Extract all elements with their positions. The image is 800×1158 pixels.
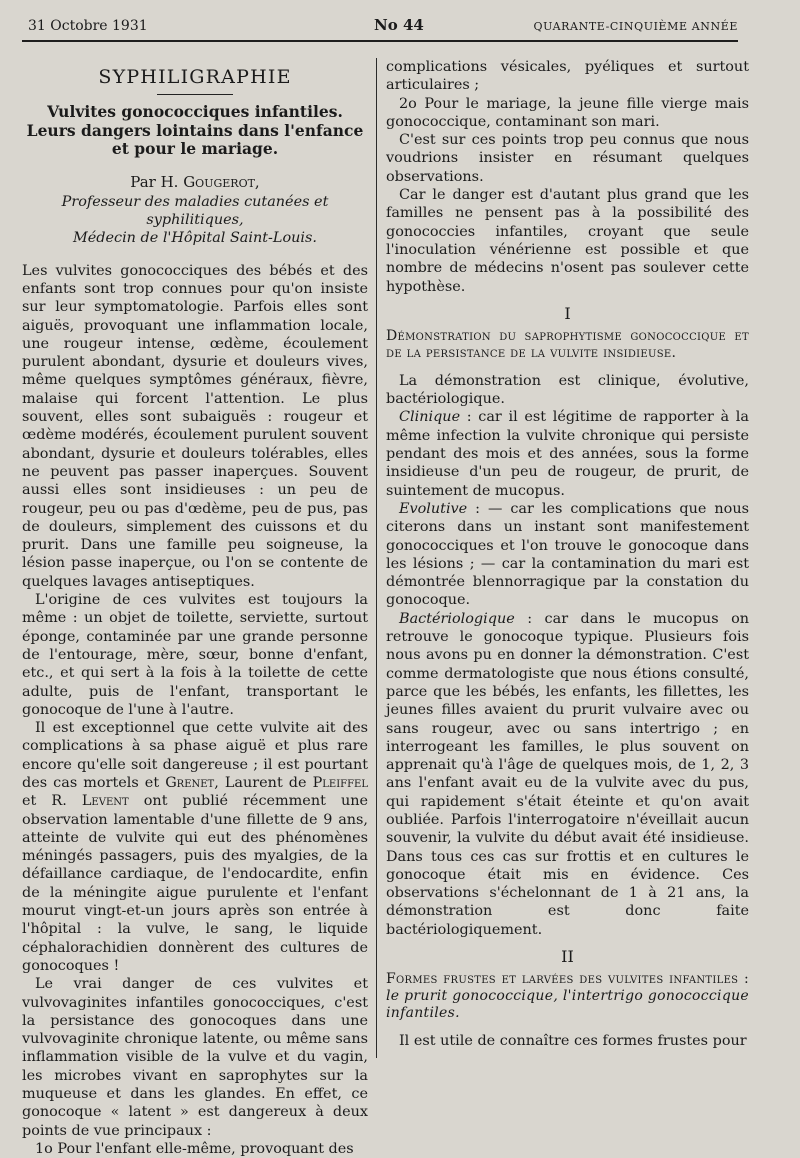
issue-number: No 44 [374, 16, 424, 34]
byline [22, 173, 368, 191]
byline-prefix: Par H. [130, 172, 184, 191]
section-heading: Démonstration du saprophytisme gonococcique et de la persistance de la vulvite insidieuse. [386, 327, 749, 361]
paragraph: Le vrai danger de ces vulvites et vulvovaginites infantiles gonococciques, c'est la persistance des gonocoques dans une vulvovaginite chronique latente, ou même sans inflammation visible de la vulve et du vagin, les microbes vivant en saprophytes sur la muqueuse et dans les glandes. En effet, ce gonocoque « latent » est dangereux à deux points de vue principaux : [22, 976, 368, 1139]
affiliation-line: Professeur des maladies cutanées et syphilitiques, [61, 193, 329, 229]
column-divider [376, 58, 377, 1058]
paragraph: Il est utile de connaître ces formes frustes pour [399, 1033, 747, 1050]
author-reference: Pleiffel [312, 775, 368, 791]
text-run: : car dans le mucopus on retrouve le gonocoque typique. Plusieurs fois nous avons pu en donner la démonstration. C'est comme dermatologiste que nous étions consulté, parce que les bébés, les enfants, les fillettes, les jeunes filles avaient du prurit vulvaire avec ou sans rougeur, avec ou sans intertrigo ; en interrogeant les familles, le plus souvent on apprenait qu'à l'âge de quelques mois, de 1, 2, 3 ans l'enfant avait eu de la vulvite avec du pus, qui rapidement s'était éteinte et qu'on avait oubliée. Parfois l'interrogatoire n'éveillait aucun souvenir, la vulvite du début avait été insidieuse. Dans tous ces cas sur frottis et en cultures le gonocoque était mis en évidence. Ces observations s'échelonnant de 1 à 21 ans, la démonstration est donc faite bactériologiquement. [386, 610, 749, 938]
paragraph: C'est sur ces points trop peu connus que nous voudrions insister en résumant quelques observations. [386, 132, 749, 185]
text-run: : — car les complications que nous citerons dans un instant sont manifestement gonococciques et l'on trouve le gonocoque dans les lésions ; — car la contamination du mari est démontrée blennorragique par la constation du gonocoque. [386, 500, 749, 609]
paragraph [386, 610, 749, 939]
paragraph: 1o Pour l'enfant elle-même, provoquant des [35, 1140, 354, 1157]
text-run: , Laurent de [214, 775, 313, 791]
paragraph: Car le danger est d'autant plus grand que les familles ne pensent pas à la possibilité des gonococcies infantiles, croyant que seule l'inoculation vénérienne est possible et que nombre de médecins n'osent pas soulever cette hypothèse. [386, 187, 749, 295]
section-heading-italic: le prurit gonococcique, l'intertrigo gonococcique infantiles. [386, 988, 749, 1022]
article-title [22, 103, 368, 159]
paragraph: L'origine de ces vulvites est toujours la même : un objet de toilette, serviette, surtout éponge, contaminée par une grande personne de l'entourage, mère, sœur, bonne d'enfant, etc., et qui sert à la fois à la toilette de cette adulte, puis de l'enfant, transportant le gonocoque de l'une à l'autre. [22, 592, 368, 718]
left-column [22, 58, 368, 1158]
paragraph-label: Clinique [399, 409, 461, 426]
right-column [386, 58, 749, 1050]
paragraph: La démonstration est clinique, évolutive, bactériologique. [386, 372, 749, 408]
paragraph-label: Evolutive [399, 500, 468, 517]
text-run: et R. [22, 793, 82, 810]
issue-date: 31 Octobre 1931 [28, 18, 148, 34]
affiliation-line: Médecin de l'Hôpital Saint-Louis. [73, 230, 317, 247]
author-name: Gougerot, [183, 172, 260, 191]
header-rule [22, 40, 738, 42]
author-affiliation [22, 193, 368, 248]
paragraph: Les vulvites gonococciques des bébés et des enfants sont trop connues pour qu'on insiste sur leur symptomatologie. Parfois elles sont aiguës, provoquant une inflammation locale, une rougeur intense, œdème, écoulement purulent abondant, dysurie et douleurs vives, même quelques symptômes généraux, fièvre, malaise qui forcent l'attention. Le plus souvent, elles sont subaiguës : rougeur et œdème modérés, écoulement purulent souvent abondant, dysurie et douleurs tolérables, elles ne peuvent pas passer inaperçues. Souvent aussi elles sont insidieuses : un peu de rougeur, peu ou pas d'œdème, peu de pus, pas de douleurs, simplement des cuissons et du prurit. Dans une famille peu soigneuse, la lésion passe inaperçue, ou l'on se contente de quelques lavages antiseptiques. [22, 262, 368, 590]
paragraph: complications vésicales, pyéliques et surtout articulaires ; [386, 59, 749, 94]
article-title-line: Vulvites gonococciques infantiles. [47, 102, 343, 121]
section-heading-text: Formes frustes et larvées des vulvites infantiles : [386, 971, 749, 988]
section-number: I [564, 303, 571, 323]
running-header [28, 14, 738, 38]
paragraph: 2o Pour le mariage, la jeune fille vierge mais gonococcique, contaminant son mari. [386, 95, 749, 130]
section-number: II [561, 947, 574, 967]
publication-year: QUARANTE-CINQUIÈME ANNÉE [533, 20, 738, 33]
section-title: SYPHILIGRAPHIE [98, 66, 292, 88]
article-title-line: Leurs dangers lointains dans l'enfance [26, 120, 364, 140]
section-title-rule [157, 94, 233, 95]
paragraph [386, 500, 749, 610]
paragraph [22, 719, 368, 975]
author-reference: Levent [81, 793, 129, 810]
section-heading [386, 971, 749, 1022]
text-run: Il est exceptionnel que cette vulvite ait des complications à sa phase aiguë et plus rare encore qu'elle soit dangereuse ; il est pourtant des cas mortels et [22, 720, 368, 791]
author-reference: Grenet [165, 775, 215, 791]
article-title-line: et pour le mariage. [111, 139, 279, 158]
paragraph [386, 408, 749, 499]
paragraph-label: Bactériologique [399, 610, 515, 627]
text-run: : car il est légitime de rapporter à la même infection la vulvite chronique qui persiste pendant des mois et des années, sous la forme insidieuse d'un peu de rougeur, de prurit, de suintement de mucopus. [386, 409, 749, 499]
text-run: ont publié récemment une observation lamentable d'une fillette de 9 ans, atteinte de vulvite qui eut des phénomènes méningés passagers, puis des myalgies, de la défaillance cardiaque, de l'endocardite, enfin de la méningite aigue purulente et l'enfant mourut vingt-et-un jours après son entrée à l'hôpital : la vulve, le sang, le liquide céphalorachidien donnèrent des cultures de gonocoques ! [22, 793, 369, 974]
